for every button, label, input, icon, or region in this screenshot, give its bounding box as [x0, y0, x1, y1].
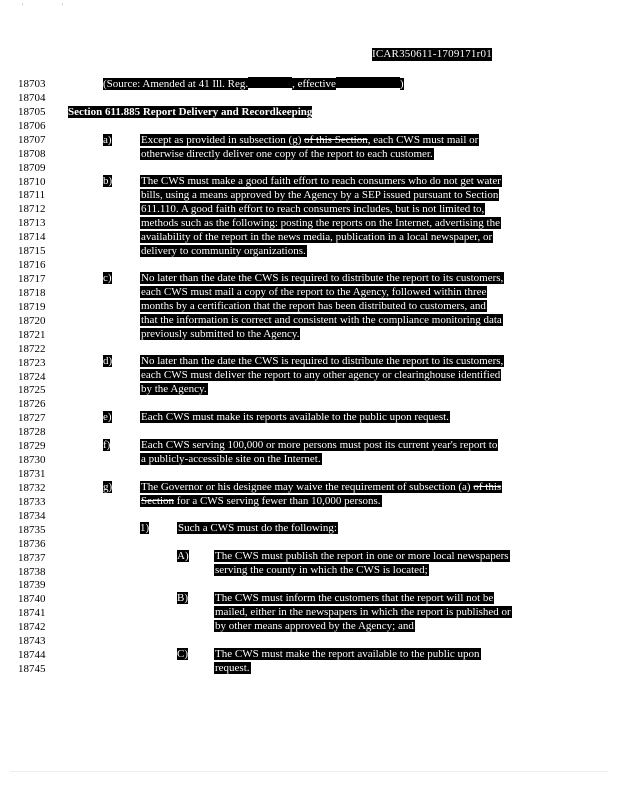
- para-gA-line: serving the county in which the CWS is located;: [215, 564, 428, 576]
- para-a-line2: otherwise directly deliver one copy of the report to each customer.: [141, 148, 433, 160]
- line-number: 18716: [18, 259, 46, 272]
- para-c-line: that the information is correct and consistent with the compliance monitoring data: [141, 314, 502, 326]
- line-number: 18714: [18, 231, 46, 244]
- para-g1-line: Such a CWS must do the following:: [178, 522, 337, 534]
- line-number: 18724: [18, 370, 46, 383]
- line-number: 18737: [18, 551, 46, 564]
- para-gC: [214, 647, 481, 675]
- para-gB-line: The CWS must inform the customers that the report will not be: [215, 592, 494, 604]
- para-e: [140, 410, 450, 424]
- para-f-line: Each CWS serving 100,000 or more persons must post its current year's report to: [141, 439, 498, 451]
- line-number: 18708: [18, 147, 46, 160]
- section-title: [68, 105, 312, 119]
- para-g1-label: 1): [140, 522, 150, 534]
- para-b-line: methods such as the following: posting the reports on the Internet, advertising the: [141, 217, 500, 229]
- para-gA-label: A): [177, 550, 189, 562]
- line-number: 18722: [18, 342, 46, 355]
- para-gB: [214, 591, 512, 633]
- para-g1: [177, 521, 338, 535]
- line-number: 18721: [18, 328, 46, 341]
- para-c-label: c): [103, 272, 112, 284]
- para-gC-line: The CWS must make the report available to the public upon: [215, 648, 480, 660]
- line-number: 18712: [18, 203, 46, 216]
- para-gB-line: by other means approved by the Agency; and: [215, 620, 414, 632]
- line-number: 18727: [18, 412, 46, 425]
- para-b-line: 611.110. A good faith effort to reach consumers includes, but is not limited to,: [141, 203, 485, 215]
- document-id: ICAR350611-1709171r01: [372, 48, 492, 60]
- line-number: 18709: [18, 161, 46, 174]
- line-number: 18745: [18, 663, 46, 676]
- source-suffix: ): [399, 78, 404, 90]
- line-number: 18732: [18, 481, 46, 494]
- line-number: 18713: [18, 217, 46, 230]
- line-number: 18739: [18, 579, 46, 592]
- para-c-line: each CWS must mail a copy of the report to the Agency, followed within three: [141, 286, 487, 298]
- para-e-line: Each CWS must make its reports available to the public upon request.: [141, 411, 449, 423]
- para-d-line: No later than the date the CWS is required to distribute the report to its customers,: [141, 355, 504, 367]
- para-c: [140, 271, 504, 341]
- line-number: 18734: [18, 509, 46, 522]
- para-a-line1: Except as provided in subsection (g) of this Section, each CWS must mail or: [141, 134, 479, 146]
- line-number: 18744: [18, 649, 46, 662]
- line-number: 18711: [18, 189, 46, 202]
- redacted-blank: [336, 77, 400, 88]
- para-g: The Governor or his designee may waive the requirement of subsection (a) of this Section for a CWS serving fewer than 10,000 persons.: [141, 481, 502, 507]
- para-gC-label: C): [177, 648, 188, 660]
- para-a: [140, 133, 540, 161]
- para-b-line: The CWS must make a good faith effort to reach consumers who do not get water: [141, 175, 501, 187]
- line-number: 18729: [18, 440, 46, 453]
- line-number: 18740: [18, 593, 46, 606]
- source-prefix: (Source: Amended at 41 Ill. Reg.: [103, 78, 249, 90]
- line-number: 18720: [18, 314, 46, 327]
- line-number: 18706: [18, 119, 46, 132]
- para-d-line: each CWS must deliver the report to any other agency or clearinghouse identified: [141, 369, 501, 381]
- redacted-blank: [248, 77, 292, 88]
- scan-corner-marks: ' ': [22, 2, 81, 11]
- para-gB-line: mailed, either in the newspapers in which the report is published or: [215, 606, 511, 618]
- line-number: 18728: [18, 426, 46, 439]
- line-number: 18736: [18, 537, 46, 550]
- line-number: 18735: [18, 523, 46, 536]
- line-number: 18719: [18, 300, 46, 313]
- para-c-line: previously submitted to the Agency.: [141, 328, 300, 340]
- para-gB-label: B): [177, 592, 188, 604]
- para-c-line: months by a certification that the report has been distributed to customers, and: [141, 300, 486, 312]
- line-number: 18738: [18, 565, 46, 578]
- para-b-line: availability of the report in the news media, publication in a local newspaper, or: [141, 231, 493, 243]
- section-title-text: Section 611.885 Report Delivery and Recordkeeping: [68, 106, 313, 118]
- para-d: [140, 354, 504, 396]
- para-d-label: d): [103, 355, 113, 367]
- source-note: [103, 77, 404, 91]
- line-number: 18726: [18, 398, 46, 411]
- para-c-line: No later than the date the CWS is required to distribute the report to its customers,: [141, 272, 504, 284]
- line-number: 18717: [18, 273, 46, 286]
- line-number: 18703: [18, 78, 46, 90]
- line-number: 18715: [18, 245, 46, 258]
- line-number: 18725: [18, 384, 46, 397]
- para-b-line: bills, using a means approved by the Agency by a SEP issued pursuant to Section: [141, 189, 499, 201]
- line-number: 18710: [18, 175, 46, 188]
- para-d-line: by the Agency.: [141, 383, 207, 395]
- para-f-label: f): [103, 439, 111, 451]
- para-gA-line: The CWS must publish the report in one or more local newspapers: [215, 550, 509, 562]
- para-e-label: e): [103, 411, 112, 423]
- line-number: 18731: [18, 468, 46, 481]
- para-b-line: delivery to community organizations.: [141, 245, 306, 257]
- page-bottom-rule: [10, 771, 608, 772]
- line-number: 18742: [18, 621, 46, 634]
- line-number: 18723: [18, 356, 46, 369]
- para-g-label: g): [103, 481, 113, 493]
- para-gC-line: request.: [215, 662, 250, 674]
- para-b: [140, 174, 502, 258]
- line-number: 18743: [18, 635, 46, 648]
- para-f: [140, 438, 498, 466]
- line-number: 18704: [18, 91, 46, 104]
- para-b-label: b): [103, 175, 113, 187]
- line-number: 18707: [18, 133, 46, 146]
- para-a-label: a): [103, 134, 112, 146]
- line-number: 18730: [18, 454, 46, 467]
- line-number: 18733: [18, 495, 46, 508]
- line-number: 18741: [18, 607, 46, 620]
- source-mid: , effective: [292, 78, 336, 90]
- line-number: 18718: [18, 286, 46, 299]
- para-f-line: a publicly-accessible site on the Internet.: [141, 453, 321, 465]
- line-number: 18705: [18, 105, 46, 118]
- para-gA: [214, 549, 510, 577]
